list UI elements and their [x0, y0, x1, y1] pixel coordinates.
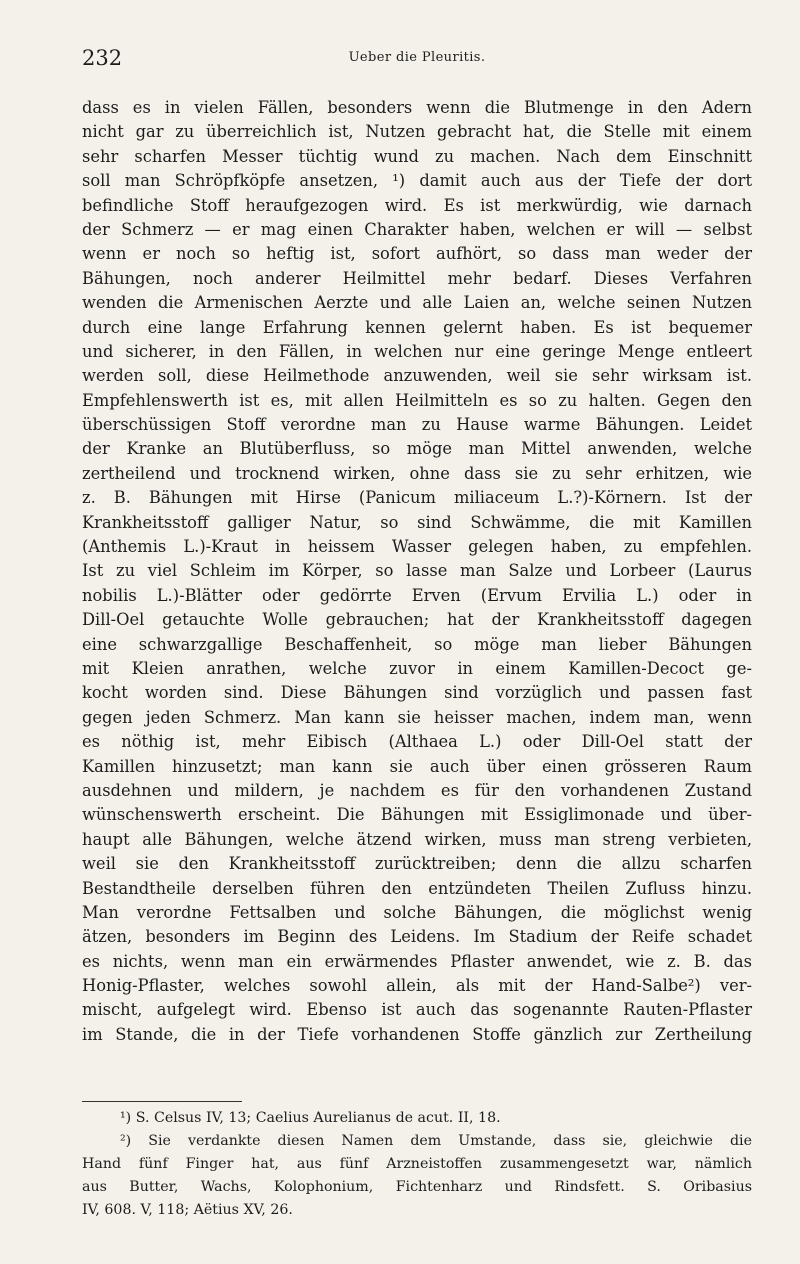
body-line: Empfehlenswerth ist es, mit allen Heilmitteln es so zu halten. Gegen den: [82, 390, 752, 410]
footnote-2: ²) Sie verdankte diesen Namen dem Umstande, dass sie, gleichwie die: [120, 1133, 752, 1149]
body-line: im Stande, die in der Tiefe vorhandenen Stoffe gänzlich zur Zertheilung: [82, 1024, 752, 1044]
page-header: [82, 46, 752, 76]
body-line: werden soll, diese Heilmethode anzuwenden, weil sie sehr wirksam ist.: [82, 366, 752, 386]
body-line: Bähungen, noch anderer Heilmittel mehr bedarf. Dieses Verfahren: [82, 268, 752, 288]
body-line: befindliche Stoff heraufgezogen wird. Es ist merkwürdig, wie darnach: [82, 195, 752, 215]
body-line: ätzen, besonders im Beginn des Leidens. Im Stadium der Reife schadet: [82, 927, 752, 947]
body-line: nicht gar zu überreichlich ist, Nutzen gebracht hat, die Stelle mit einem: [82, 122, 752, 142]
body-line: der Schmerz — er mag einen Charakter haben, welchen er will — selbst: [82, 219, 752, 239]
body-line: und sicherer, in den Fällen, in welchen nur eine geringe Menge entleert: [82, 341, 752, 361]
body-line: dass es in vielen Fällen, besonders wenn die Blutmenge in den Adern: [82, 98, 752, 117]
body-line: mischt, aufgelegt wird. Ebenso ist auch das sogenannte Rauten-Pflaster: [82, 1000, 752, 1020]
body-line: ausdehnen und mildern, je nachdem es für den vorhandenen Zustand: [82, 780, 752, 800]
body-line: überschüssigen Stoff verordne man zu Hause warme Bähungen. Leidet: [82, 415, 752, 435]
body-line: zertheilend und trocknend wirken, ohne dass sie zu sehr erhitzen, wie: [82, 463, 752, 483]
body-line: soll man Schröpfköpfe ansetzen, ¹) damit auch aus der Tiefe der dort: [82, 171, 752, 191]
body-line: eine schwarzgallige Beschaffenheit, so möge man lieber Bähungen: [82, 634, 752, 654]
body-line: Ist zu viel Schleim im Körper, so lasse man Salze und Lorbeer (Laurus: [82, 561, 752, 581]
footnote-2-cont: aus Butter, Wachs, Kolophonium, Fichtenharz und Rindsfett. S. Oribasius: [82, 1179, 752, 1195]
body-line: es nöthig ist, mehr Eibisch (Althaea L.) oder Dill-Oel statt der: [82, 732, 752, 752]
footnotes: [82, 1107, 752, 1222]
body-line: gegen jeden Schmerz. Man kann sie heisser machen, indem man, wenn: [82, 707, 752, 727]
body-line: mit Kleien anrathen, welche zuvor in einem Kamillen-Decoct ge-: [82, 658, 752, 678]
body-line: der Kranke an Blutüberfluss, so möge man Mittel anwenden, welche: [82, 439, 752, 459]
body-line: Bestandtheile derselben führen den entzündeten Theilen Zufluss hinzu.: [82, 878, 752, 898]
body-line: wünschenswerth erscheint. Die Bähungen mit Essiglimonade und über-: [82, 805, 752, 825]
body-text: [82, 96, 752, 1047]
body-line: z. B. Bähungen mit Hirse (Panicum miliaceum L.?)-Körnern. Ist der: [82, 488, 752, 508]
body-line: Honig-Pflaster, welches sowohl allein, als mit der Hand-Salbe²) ver-: [82, 976, 752, 996]
body-line: kocht worden sind. Diese Bähungen sind vorzüglich und passen fast: [82, 683, 752, 703]
body-line: Krankheitsstoff galliger Natur, so sind Schwämme, die mit Kamillen: [82, 512, 752, 532]
body-line: wenden die Armenischen Aerzte und alle Laien an, welche seinen Nutzen: [82, 293, 752, 313]
body-line: Kamillen hinzusetzt; man kann sie auch über einen grösseren Raum: [82, 756, 752, 776]
page-number: 232: [82, 46, 123, 70]
body-line: weil sie den Krankheitsstoff zurücktreiben; denn die allzu scharfen: [82, 854, 752, 874]
body-line: Man verordne Fettsalben und solche Bähungen, die möglichst wenig: [82, 902, 752, 922]
body-line: (Anthemis L.)-Kraut in heissem Wasser gelegen haben, zu empfehlen.: [82, 537, 752, 557]
body-line: haupt alle Bähungen, welche ätzend wirken, muss man streng verbieten,: [82, 829, 752, 849]
running-title: Ueber die Pleuritis.: [348, 50, 486, 65]
body-line: nobilis L.)-Blätter oder gedörrte Erven (Ervum Ervilia L.) oder in: [82, 585, 752, 605]
footnote-1: ¹) S. Celsus IV, 13; Caelius Aurelianus de acut. II, 18.: [120, 1110, 501, 1126]
body-line: es nichts, wenn man ein erwärmendes Pflaster anwendet, wie z. B. das: [82, 951, 752, 971]
body-line: durch eine lange Erfahrung kennen gelernt haben. Es ist bequemer: [82, 317, 752, 337]
body-line: wenn er noch so heftig ist, sofort aufhört, so dass man weder der: [82, 244, 752, 264]
body-line: Dill-Oel getauchte Wolle gebrauchen; hat der Krankheitsstoff dagegen: [82, 610, 752, 630]
footnote-2-cont: Hand fünf Finger hat, aus fünf Arzneistoffen zusammengesetzt war, nämlich: [82, 1156, 752, 1172]
footnote-divider: [82, 1101, 242, 1102]
footnote-2-cont: IV, 608. V, 118; Aëtius XV, 26.: [82, 1202, 293, 1218]
body-line: sehr scharfen Messer tüchtig wund zu machen. Nach dem Einschnitt: [82, 146, 752, 166]
